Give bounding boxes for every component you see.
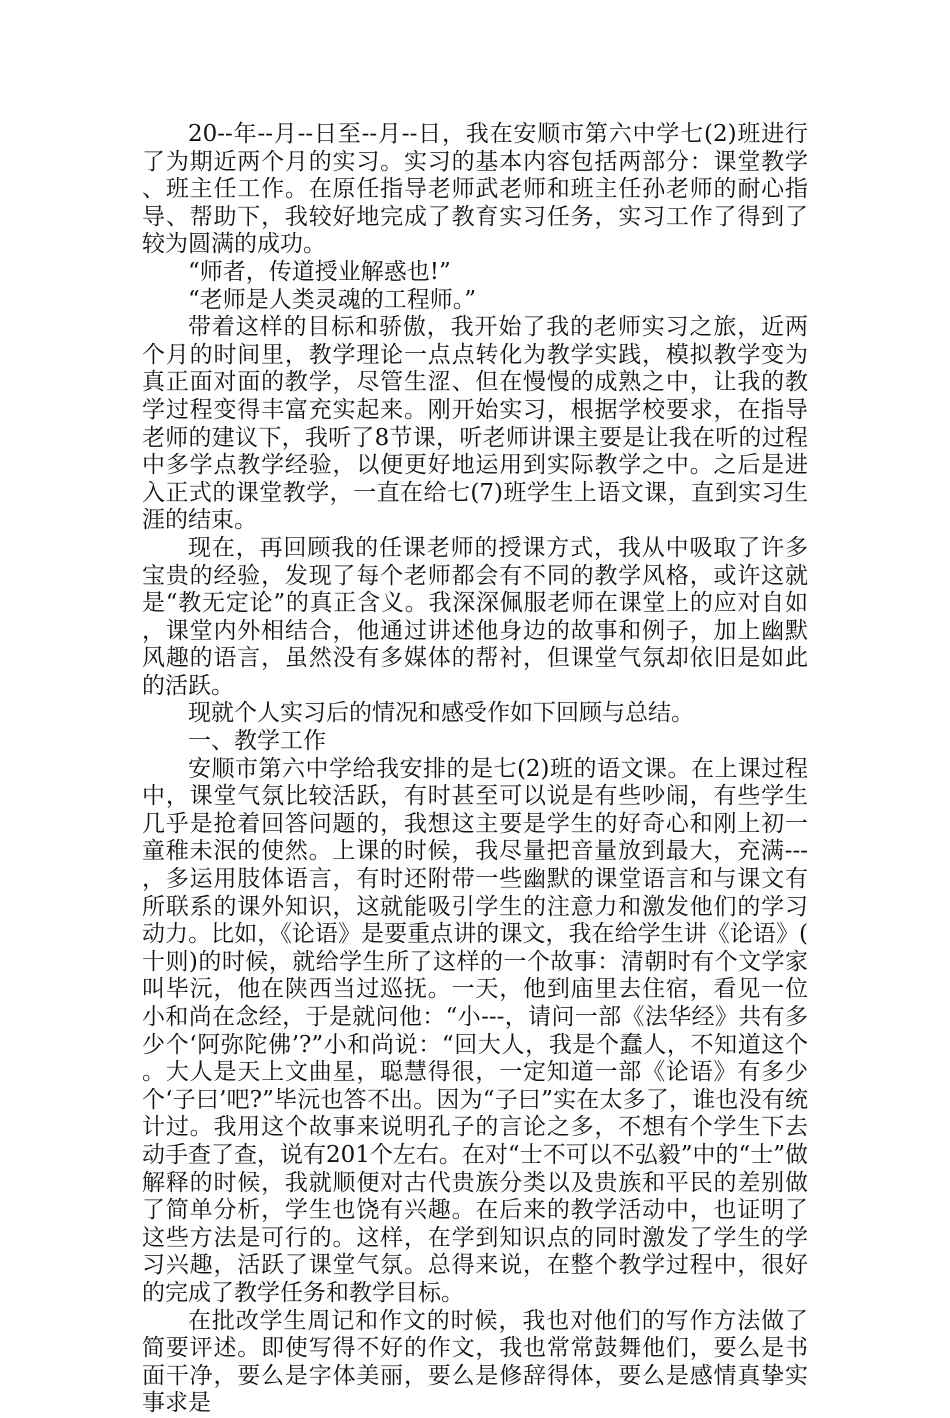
practice-journey-paragraph: 带着这样的目标和骄傲，我开始了我的老师实习之旅，近两个月的时间里，教学理论一点点转化为教学实践，模拟教学变为真正面对面的教学，尽管生涩、但在慢慢的成熟之中，让我的教学过程变得丰富充实起来。刚开始实习，根据学校要求，在指导老师的建议下，我听了8节课，听老师讲课主要是让我在听的过程中多学点教学经验，以便更好地运用到实际教学之中。之后是进入正式的课堂教学，一直在给七(7)班学生上语文课，直到实习生涯的结束。	[142, 314, 808, 534]
document-body	[142, 121, 808, 1418]
review-paragraph: 现在，再回顾我的任课老师的授课方式，我从中吸取了许多宝贵的经验，发现了每个老师都会有不同的教学风格，或许这就是“教无定论”的真正含义。我深深佩服老师在课堂上的应对自如，课堂内外相结合，他通过讲述他身边的故事和例子，加上幽默风趣的语言，虽然没有多媒体的帮衬，但课堂气氛却依旧是如此的活跃。	[142, 534, 808, 699]
teaching-work-paragraph: 安顺市第六中学给我安排的是七(2)班的语文课。在上课过程中，课堂气氛比较活跃，有时甚至可以说是有些吵闹，有些学生几乎是抢着回答问题的，我想这主要是学生的好奇心和刚上初一童稚未泯的使然。上课的时候，我尽量把音量放到最大，充满---，多运用肢体语言，有时还附带一些幽默的课堂语言和与课文有所联系的课外知识，这就能吸引学生的注意力和激发他们的学习动力。比如，《论语》是要重点讲的课文，我在给学生讲《论语》(十则)的时候，就给学生所了这样的一个故事：清朝时有个文学家叫毕沅，他在陕西当过巡抚。一天，他到庙里去住宿，看见一位小和尚在念经，于是就问他：“小---，请问一部《法华经》共有多少个‘阿弥陀佛’?”小和尚说：“回大人，我是个蠢人，不知道这个。大人是天上文曲星，聪慧得很，一定知道一部《论语》有多少个‘子曰’吧?”毕沅也答不出。因为“子曰”实在太多了，谁也没有统计过。我用这个故事来说明孔子的言论之多，不想有个学生下去动手查了查，说有201个左右。在对“士不可以不弘毅”中的“士”做解释的时候，我就顺便对古代贵族分类以及贵族和平民的差别做了简单分析，学生也饶有兴趣。在后来的教学活动中，也证明了这些方法是可行的。这样，在学到知识点的同时激发了学生的学习兴趣，活跃了课堂气氛。总得来说，在整个教学过程中，很好的完成了教学任务和教学目标。	[142, 755, 808, 1306]
quote-line-2: “老师是人类灵魂的工程师。”	[188, 286, 477, 313]
section-heading-teaching: 一、教学工作	[188, 728, 326, 755]
grading-paragraph: 在批改学生周记和作文的时候，我也对他们的写作方法做了简要评述。即使写得不好的作文，我也常常鼓舞他们，要么是书面干净，要么是字体美丽，要么是修辞得体，要么是感情真挚实事求是	[142, 1307, 808, 1417]
quote-line-1: “师者，传道授业解惑也!”	[188, 258, 451, 285]
intro-paragraph: 20--年--月--日至--月--日，我在安顺市第六中学七(2)班进行了为期近两个月的实习。实习的基本内容包括两部分：课堂教学、班主任工作。在原任指导老师武老师和班主任孙老师的耐心指导、帮助下，我较好地完成了教育实习任务，实习工作了得到了较为圆满的成功。	[142, 121, 808, 258]
summary-intro-paragraph: 现就个人实习后的情况和感受作如下回顾与总结。	[188, 700, 694, 727]
